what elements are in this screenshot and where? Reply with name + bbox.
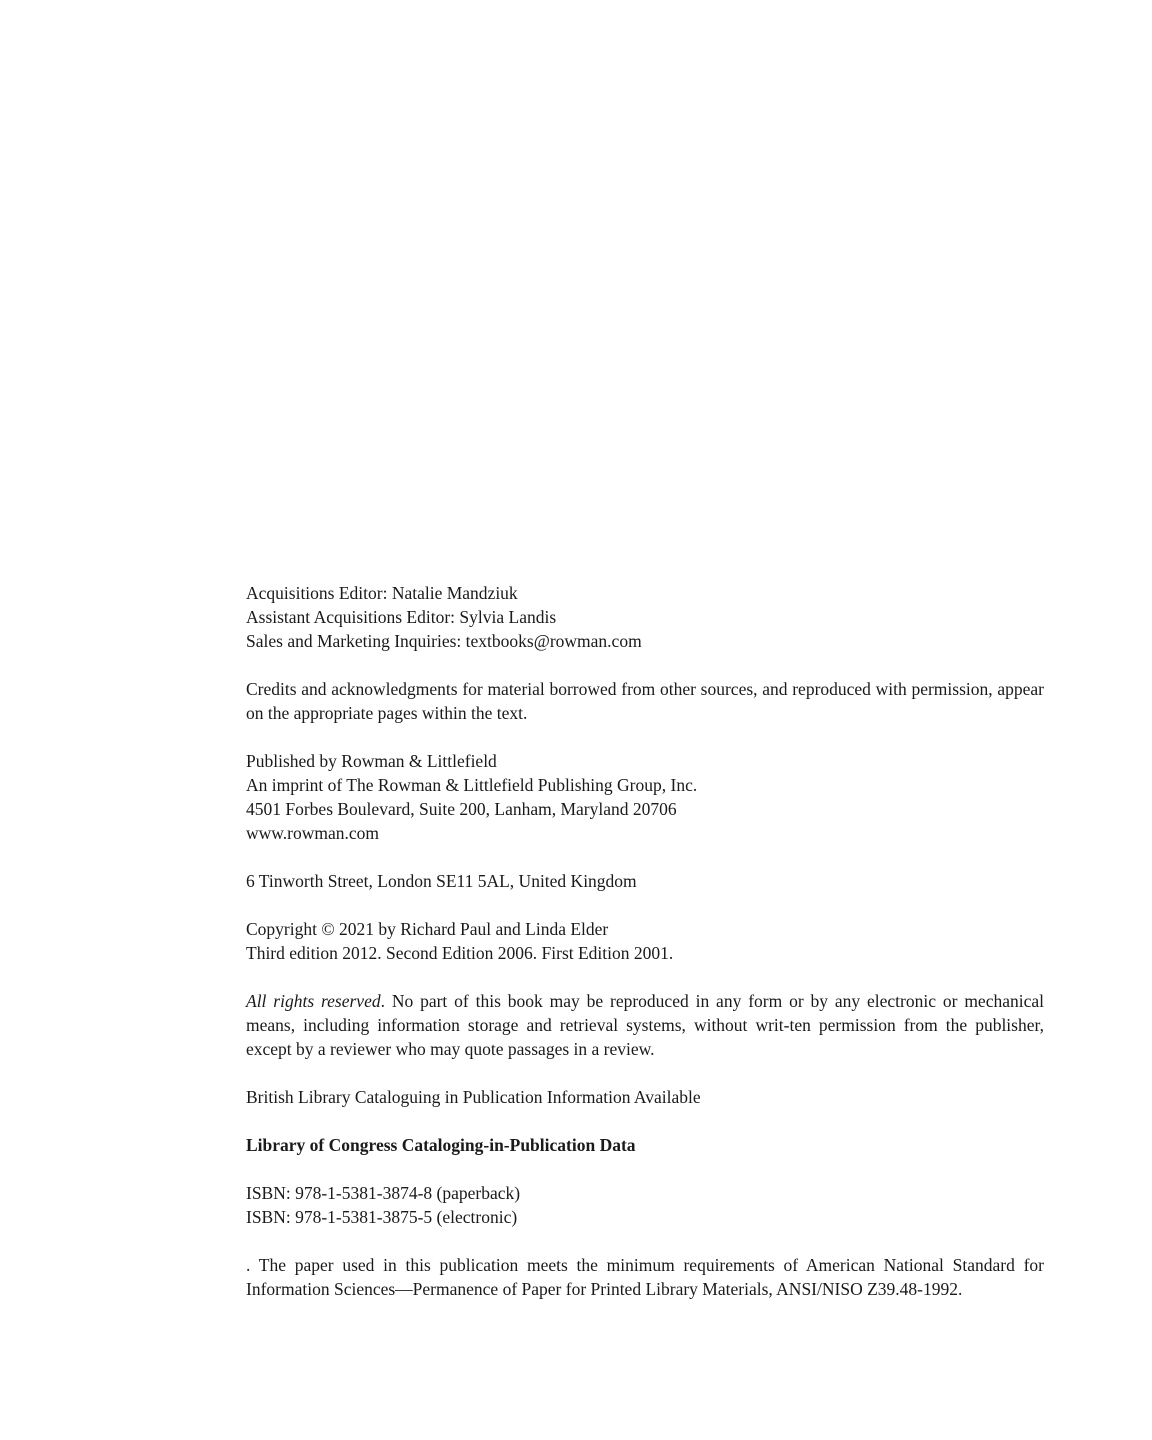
london-address: 6 Tinworth Street, London SE11 5AL, United Kingdom bbox=[246, 871, 637, 891]
assistant-acquisitions-editor: Assistant Acquisitions Editor: Sylvia Landis bbox=[246, 607, 557, 627]
edition-history: Third edition 2012. Second Edition 2006. First Edition 2001. bbox=[246, 943, 674, 963]
british-library-notice: British Library Cataloguing in Publication Information Available bbox=[246, 1087, 701, 1107]
sales-inquiries: Sales and Marketing Inquiries: textbooks@rowman.com bbox=[246, 631, 642, 651]
copyright-block bbox=[246, 917, 1044, 965]
paper-notice: . The paper used in this publication meets the minimum requirements of American National Standard for Information Sciences—Permanence of Paper for Printed Library Materials, ANSI/NISO Z39.48-1992. bbox=[246, 1255, 1044, 1299]
publisher-website: www.rowman.com bbox=[246, 823, 380, 843]
acquisitions-editor: Acquisitions Editor: Natalie Mandziuk bbox=[246, 583, 518, 603]
copyright-notice: Copyright © 2021 by Richard Paul and Linda Elder bbox=[246, 919, 609, 939]
isbn-paperback: ISBN: 978-1-5381-3874-8 (paperback) bbox=[246, 1183, 521, 1203]
credits-paragraph: Credits and acknowledgments for material borrowed from other sources, and reproduced with permission, appear on the appropriate pages within the text. bbox=[246, 679, 1044, 723]
editors-block bbox=[246, 581, 1044, 653]
publisher-block bbox=[246, 749, 1044, 845]
rights-paragraph bbox=[246, 989, 1044, 1061]
rights-text: . No part of this book may be reproduced in any form or by any electronic or mechanical means, including information storage and retrieval systems, without writ-ten permission from the publisher, except by a reviewer who may quote passages in a review. bbox=[246, 991, 1044, 1059]
isbn-electronic: ISBN: 978-1-5381-3875-5 (electronic) bbox=[246, 1207, 518, 1227]
copyright-page bbox=[246, 581, 1044, 1325]
loc-heading: Library of Congress Cataloging-in-Publication Data bbox=[246, 1135, 636, 1155]
publisher-imprint: An imprint of The Rowman & Littlefield Publishing Group, Inc. bbox=[246, 775, 698, 795]
british-library-block bbox=[246, 1085, 1044, 1109]
loc-block bbox=[246, 1133, 1044, 1157]
rights-lead: All rights reserved bbox=[246, 991, 381, 1011]
publisher-name: Published by Rowman & Littlefield bbox=[246, 751, 497, 771]
london-address-block bbox=[246, 869, 1044, 893]
publisher-address: 4501 Forbes Boulevard, Suite 200, Lanham, Maryland 20706 bbox=[246, 799, 677, 819]
isbn-block bbox=[246, 1181, 1044, 1229]
